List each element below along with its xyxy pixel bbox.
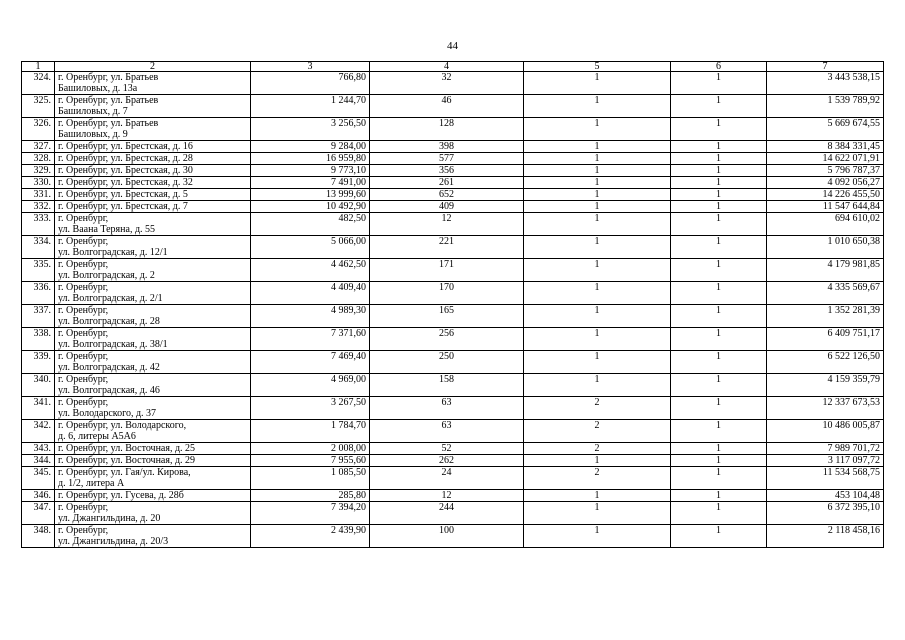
row-number-cell: 334.: [22, 236, 55, 259]
column-4-cell: 63: [370, 397, 524, 420]
column-4-cell: 652: [370, 189, 524, 201]
area-cell: 9 284,00: [251, 141, 370, 153]
area-cell: 482,50: [251, 213, 370, 236]
address-cell: г. Оренбург, ул. Братьев Башиловых, д. 9: [55, 118, 251, 141]
column-6-cell: 1: [671, 374, 767, 397]
column-header-5: 5: [524, 62, 671, 72]
address-cell: г. Оренбург, ул. Восточная, д. 25: [55, 443, 251, 455]
address-cell: г. Оренбург, ул. Братьев Башиловых, д. 13а: [55, 72, 251, 95]
table-row: [22, 165, 884, 177]
row-number-cell: 343.: [22, 443, 55, 455]
column-6-cell: 1: [671, 467, 767, 490]
column-6-cell: 1: [671, 189, 767, 201]
column-6-cell: 1: [671, 305, 767, 328]
area-cell: 7 491,00: [251, 177, 370, 189]
cost-cell: 2 118 458,16: [767, 525, 884, 548]
column-4-cell: 262: [370, 455, 524, 467]
area-cell: 1 784,70: [251, 420, 370, 443]
column-4-cell: 158: [370, 374, 524, 397]
column-6-cell: 1: [671, 420, 767, 443]
column-5-cell: 1: [524, 141, 671, 153]
area-cell: 4 409,40: [251, 282, 370, 305]
address-cell: г. Оренбург, ул. Гая/ул. Кирова, д. 1/2, литера А: [55, 467, 251, 490]
table-row: [22, 374, 884, 397]
cost-cell: 8 384 331,45: [767, 141, 884, 153]
area-cell: 1 244,70: [251, 95, 370, 118]
column-5-cell: 1: [524, 177, 671, 189]
row-number-cell: 328.: [22, 153, 55, 165]
column-6-cell: 1: [671, 236, 767, 259]
row-number-cell: 341.: [22, 397, 55, 420]
row-number-cell: 337.: [22, 305, 55, 328]
table-row: [22, 397, 884, 420]
cost-cell: 1 539 789,92: [767, 95, 884, 118]
address-cell: г. Оренбург, ул. Волгоградская, д. 12/1: [55, 236, 251, 259]
row-number-cell: 347.: [22, 502, 55, 525]
column-4-cell: 46: [370, 95, 524, 118]
column-4-cell: 165: [370, 305, 524, 328]
cost-cell: 6 522 126,50: [767, 351, 884, 374]
cost-cell: 3 117 097,72: [767, 455, 884, 467]
row-number-cell: 348.: [22, 525, 55, 548]
column-6-cell: 1: [671, 443, 767, 455]
cost-cell: 3 443 538,15: [767, 72, 884, 95]
address-cell: г. Оренбург, ул. Братьев Башиловых, д. 7: [55, 95, 251, 118]
column-6-cell: 1: [671, 397, 767, 420]
row-number-cell: 340.: [22, 374, 55, 397]
area-cell: 766,80: [251, 72, 370, 95]
cost-cell: 694 610,02: [767, 213, 884, 236]
row-number-cell: 335.: [22, 259, 55, 282]
row-number-cell: 333.: [22, 213, 55, 236]
address-cell: г. Оренбург, ул. Волгоградская, д. 28: [55, 305, 251, 328]
column-5-cell: 1: [524, 165, 671, 177]
column-header-4: 4: [370, 62, 524, 72]
area-cell: 9 773,10: [251, 165, 370, 177]
column-header-7: 7: [767, 62, 884, 72]
table-row: [22, 305, 884, 328]
register-table: [21, 61, 884, 548]
area-cell: 3 256,50: [251, 118, 370, 141]
cost-cell: 11 534 568,75: [767, 467, 884, 490]
area-cell: 10 492,90: [251, 201, 370, 213]
cost-cell: 1 010 650,38: [767, 236, 884, 259]
address-cell: г. Оренбург, ул. Володарского, д. 37: [55, 397, 251, 420]
table-row: [22, 118, 884, 141]
column-4-cell: 250: [370, 351, 524, 374]
address-cell: г. Оренбург, ул. Брестская, д. 28: [55, 153, 251, 165]
area-cell: 5 066,00: [251, 236, 370, 259]
header-row: [22, 62, 884, 72]
column-4-cell: 398: [370, 141, 524, 153]
table-row: [22, 141, 884, 153]
address-cell: г. Оренбург, ул. Брестская, д. 5: [55, 189, 251, 201]
cost-cell: 5 796 787,37: [767, 165, 884, 177]
table-row: [22, 502, 884, 525]
table-row: [22, 189, 884, 201]
area-cell: 4 462,50: [251, 259, 370, 282]
column-6-cell: 1: [671, 502, 767, 525]
column-5-cell: 2: [524, 443, 671, 455]
column-5-cell: 1: [524, 328, 671, 351]
cost-cell: 14 226 455,50: [767, 189, 884, 201]
cost-cell: 12 337 673,53: [767, 397, 884, 420]
row-number-cell: 336.: [22, 282, 55, 305]
cost-cell: 4 179 981,85: [767, 259, 884, 282]
column-4-cell: 63: [370, 420, 524, 443]
table-row: [22, 420, 884, 443]
column-4-cell: 100: [370, 525, 524, 548]
column-5-cell: 1: [524, 455, 671, 467]
column-6-cell: 1: [671, 153, 767, 165]
cost-cell: 4 159 359,79: [767, 374, 884, 397]
column-5-cell: 1: [524, 305, 671, 328]
row-number-cell: 326.: [22, 118, 55, 141]
cost-cell: 4 092 056,27: [767, 177, 884, 189]
column-5-cell: 1: [524, 201, 671, 213]
column-6-cell: 1: [671, 213, 767, 236]
column-4-cell: 12: [370, 213, 524, 236]
address-cell: г. Оренбург, ул. Брестская, д. 16: [55, 141, 251, 153]
column-6-cell: 1: [671, 328, 767, 351]
column-6-cell: 1: [671, 259, 767, 282]
table-row: [22, 351, 884, 374]
cost-cell: 6 372 395,10: [767, 502, 884, 525]
column-6-cell: 1: [671, 95, 767, 118]
column-5-cell: 1: [524, 72, 671, 95]
table-body: [22, 72, 884, 548]
column-6-cell: 1: [671, 177, 767, 189]
table-row: [22, 455, 884, 467]
address-cell: г. Оренбург, ул. Гусева, д. 28б: [55, 490, 251, 502]
column-5-cell: 2: [524, 420, 671, 443]
table-row: [22, 72, 884, 95]
column-4-cell: 577: [370, 153, 524, 165]
row-number-cell: 346.: [22, 490, 55, 502]
address-cell: г. Оренбург, ул. Джангильдина, д. 20/3: [55, 525, 251, 548]
table-row: [22, 467, 884, 490]
address-cell: г. Оренбург, ул. Волгоградская, д. 46: [55, 374, 251, 397]
column-4-cell: 409: [370, 201, 524, 213]
cost-cell: 14 622 071,91: [767, 153, 884, 165]
column-4-cell: 12: [370, 490, 524, 502]
area-cell: 4 969,00: [251, 374, 370, 397]
column-4-cell: 128: [370, 118, 524, 141]
address-cell: г. Оренбург, ул. Волгоградская, д. 38/1: [55, 328, 251, 351]
column-5-cell: 1: [524, 502, 671, 525]
cost-cell: 5 669 674,55: [767, 118, 884, 141]
row-number-cell: 332.: [22, 201, 55, 213]
column-5-cell: 1: [524, 259, 671, 282]
address-cell: г. Оренбург, ул. Брестская, д. 7: [55, 201, 251, 213]
cost-cell: 11 547 644,84: [767, 201, 884, 213]
cost-cell: 453 104,48: [767, 490, 884, 502]
table-row: [22, 213, 884, 236]
column-6-cell: 1: [671, 165, 767, 177]
column-5-cell: 2: [524, 397, 671, 420]
table-row: [22, 490, 884, 502]
column-5-cell: 1: [524, 153, 671, 165]
area-cell: 3 267,50: [251, 397, 370, 420]
table-row: [22, 282, 884, 305]
column-4-cell: 356: [370, 165, 524, 177]
column-5-cell: 2: [524, 467, 671, 490]
column-5-cell: 1: [524, 213, 671, 236]
area-cell: 7 955,60: [251, 455, 370, 467]
address-cell: г. Оренбург, ул. Джангильдина, д. 20: [55, 502, 251, 525]
column-6-cell: 1: [671, 141, 767, 153]
area-cell: 2 008,00: [251, 443, 370, 455]
address-cell: г. Оренбург, ул. Волгоградская, д. 2: [55, 259, 251, 282]
column-4-cell: 32: [370, 72, 524, 95]
cost-cell: 7 989 701,72: [767, 443, 884, 455]
row-number-cell: 325.: [22, 95, 55, 118]
cost-cell: 10 486 005,87: [767, 420, 884, 443]
column-5-cell: 1: [524, 525, 671, 548]
column-4-cell: 171: [370, 259, 524, 282]
column-6-cell: 1: [671, 351, 767, 374]
row-number-cell: 339.: [22, 351, 55, 374]
row-number-cell: 331.: [22, 189, 55, 201]
column-header-1: 1: [22, 62, 55, 72]
column-6-cell: 1: [671, 201, 767, 213]
column-4-cell: 52: [370, 443, 524, 455]
column-4-cell: 24: [370, 467, 524, 490]
column-4-cell: 261: [370, 177, 524, 189]
area-cell: 7 394,20: [251, 502, 370, 525]
column-6-cell: 1: [671, 455, 767, 467]
address-cell: г. Оренбург, ул. Брестская, д. 30: [55, 165, 251, 177]
area-cell: 16 959,80: [251, 153, 370, 165]
table-row: [22, 236, 884, 259]
address-cell: г. Оренбург, ул. Брестская, д. 32: [55, 177, 251, 189]
address-cell: г. Оренбург, ул. Волгоградская, д. 42: [55, 351, 251, 374]
column-4-cell: 256: [370, 328, 524, 351]
column-6-cell: 1: [671, 118, 767, 141]
table-row: [22, 443, 884, 455]
row-number-cell: 344.: [22, 455, 55, 467]
row-number-cell: 330.: [22, 177, 55, 189]
column-5-cell: 1: [524, 351, 671, 374]
column-header-2: 2: [55, 62, 251, 72]
table-row: [22, 328, 884, 351]
column-4-cell: 244: [370, 502, 524, 525]
column-6-cell: 1: [671, 72, 767, 95]
area-cell: 7 469,40: [251, 351, 370, 374]
row-number-cell: 345.: [22, 467, 55, 490]
area-cell: 2 439,90: [251, 525, 370, 548]
column-4-cell: 221: [370, 236, 524, 259]
column-5-cell: 1: [524, 374, 671, 397]
column-6-cell: 1: [671, 490, 767, 502]
area-cell: 4 989,30: [251, 305, 370, 328]
column-6-cell: 1: [671, 525, 767, 548]
table-row: [22, 177, 884, 189]
area-cell: 285,80: [251, 490, 370, 502]
column-5-cell: 1: [524, 490, 671, 502]
address-cell: г. Оренбург, ул. Володарского, д. 6, литеры А5А6: [55, 420, 251, 443]
address-cell: г. Оренбург, ул. Волгоградская, д. 2/1: [55, 282, 251, 305]
column-5-cell: 1: [524, 189, 671, 201]
row-number-cell: 338.: [22, 328, 55, 351]
table-row: [22, 95, 884, 118]
column-6-cell: 1: [671, 282, 767, 305]
row-number-cell: 342.: [22, 420, 55, 443]
column-5-cell: 1: [524, 118, 671, 141]
column-4-cell: 170: [370, 282, 524, 305]
table-row: [22, 259, 884, 282]
cost-cell: 6 409 751,17: [767, 328, 884, 351]
row-number-cell: 324.: [22, 72, 55, 95]
table-row: [22, 153, 884, 165]
area-cell: 1 085,50: [251, 467, 370, 490]
row-number-cell: 327.: [22, 141, 55, 153]
row-number-cell: 329.: [22, 165, 55, 177]
column-5-cell: 1: [524, 95, 671, 118]
area-cell: 7 371,60: [251, 328, 370, 351]
address-cell: г. Оренбург, ул. Ваана Теряна, д. 55: [55, 213, 251, 236]
cost-cell: 4 335 569,67: [767, 282, 884, 305]
cost-cell: 1 352 281,39: [767, 305, 884, 328]
table-row: [22, 201, 884, 213]
area-cell: 13 999,60: [251, 189, 370, 201]
column-header-3: 3: [251, 62, 370, 72]
table-row: [22, 525, 884, 548]
page-number: 44: [447, 40, 458, 52]
column-header-6: 6: [671, 62, 767, 72]
address-cell: г. Оренбург, ул. Восточная, д. 29: [55, 455, 251, 467]
column-5-cell: 1: [524, 282, 671, 305]
column-5-cell: 1: [524, 236, 671, 259]
